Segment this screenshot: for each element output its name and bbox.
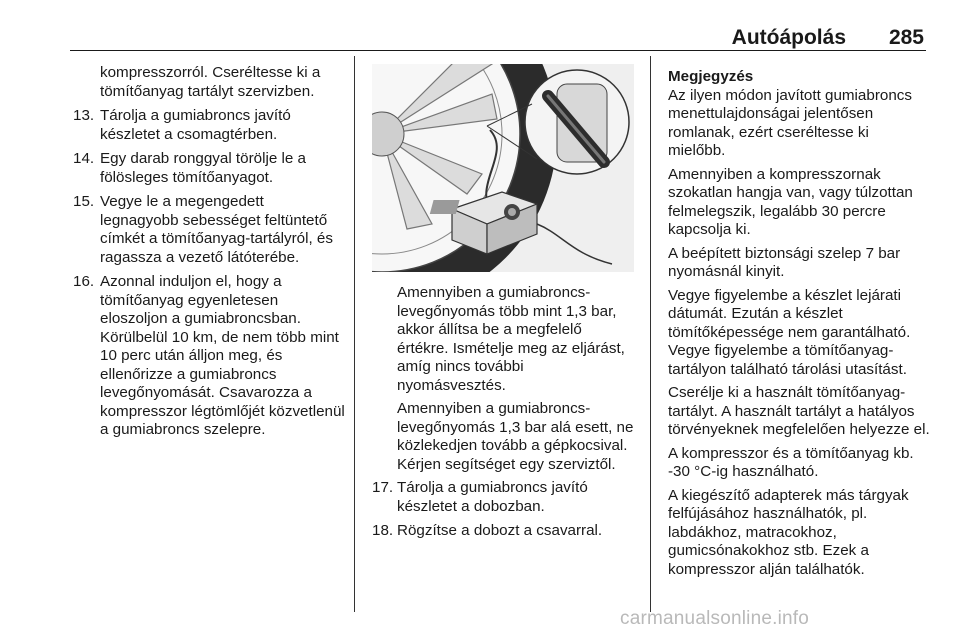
column-right — [668, 68, 930, 584]
step-17 — [372, 479, 636, 516]
compressor-illustration — [372, 64, 634, 272]
watermark: carmanualsonline.info — [620, 608, 810, 629]
step-13 — [73, 107, 345, 144]
continued-text: kompresszorról. Cseréltesse ki a tömítőanyag tartályt szervizben. — [100, 64, 321, 100]
note-paragraph: A kiegészítő adapterek más tárgyak felfújásához használhatók, pl. labdákhoz, matracokhoz, gumicsónakokhoz stb. Ezek a kompresszor alján találhatók. — [668, 486, 909, 578]
step-text: Tárolja a gumiabroncs javító készletet a dobozban. — [397, 479, 588, 515]
step-15 — [73, 193, 345, 267]
column-divider-2 — [650, 56, 651, 612]
column-divider-1 — [354, 56, 355, 612]
step-number: 15. — [73, 193, 95, 210]
step-14 — [73, 150, 345, 187]
step-text: Rögzítse a dobozt a csavarral. — [397, 522, 603, 539]
step-number: 18. — [372, 522, 394, 539]
note-paragraph: A kompresszor és a tömítőanyag kb. -30 °C-ig használható. — [668, 444, 914, 480]
tyre-compressor-drawing — [372, 64, 634, 272]
pressure-low-paragraph: Amennyiben a gumiabroncs-levegőnyomás 1,3 bar alá esett, ne közlekedjen tovább a gépkocsival. Kérjen segítséget egy szerviztől. — [397, 400, 634, 473]
step-text: Azonnal induljon el, hogy a tömítőanyag egyenletesen eloszoljon a gumiabroncsban. Körülbelül 10 km, de nem több mint 10 perc után álljon meg, és ellenőrizze a gumiabroncs levegőnyomását. Csavarozza a kompresszor légtömlőjét közvetlenül a gumiabroncs szelepre. — [100, 273, 345, 438]
note-paragraph: Vegye figyelembe a készlet lejárati dátumát. Ezután a készlet tömítőképessége nem garantálható. Vegye figyelembe a tömítőanyag-tartályon található tárolási utasítást. — [668, 286, 911, 378]
step-18 — [372, 522, 636, 541]
note-paragraph: Cserélje ki a használt tömítőanyag-tartályt. A használt tartályt a hatályos törvényeknek megfelelően helyezze el. — [668, 384, 930, 438]
step-text: Egy darab ronggyal törölje le a fölösleges tömítőanyagot. — [100, 150, 307, 186]
step-text: Tárolja a gumiabroncs javító készletet a csomagtérben. — [100, 107, 291, 143]
step-number: 13. — [73, 107, 95, 124]
step-number: 14. — [73, 150, 95, 167]
note-paragraph: Amennyiben a kompresszornak szokatlan hangja van, vagy túlzottan felmelegszik, legalább 30 percre kapcsolja ki. — [668, 165, 913, 238]
page-number: 285 — [888, 26, 924, 49]
pressure-ok-paragraph: Amennyiben a gumiabroncs-levegőnyomás több mint 1,3 bar, akkor állítsa be a megfelelő értékre. Ismételje meg az eljárást, amíg nincs további nyomásvesztés. — [397, 284, 625, 394]
page-header — [70, 22, 926, 51]
column-left — [73, 64, 345, 446]
note-paragraph: Az ilyen módon javított gumiabroncs menettulajdonságai jelentősen romlanak, ezért cseréltesse ki mielőbb. — [668, 86, 912, 159]
step-number: 16. — [73, 273, 95, 290]
step-16 — [73, 273, 345, 440]
step-text: Vegye le a megengedett legnagyobb sebességet feltüntető címkét a tömítőanyag-tartályról, és ragassza a vezető látóterébe. — [100, 193, 333, 266]
column-middle — [372, 64, 636, 547]
step-number: 17. — [372, 479, 394, 496]
note-heading: Megjegyzés — [668, 68, 754, 85]
section-title: Autóápolás — [731, 26, 846, 49]
note-paragraph: A beépített biztonsági szelep 7 bar nyomásnál kinyit. — [668, 244, 901, 280]
